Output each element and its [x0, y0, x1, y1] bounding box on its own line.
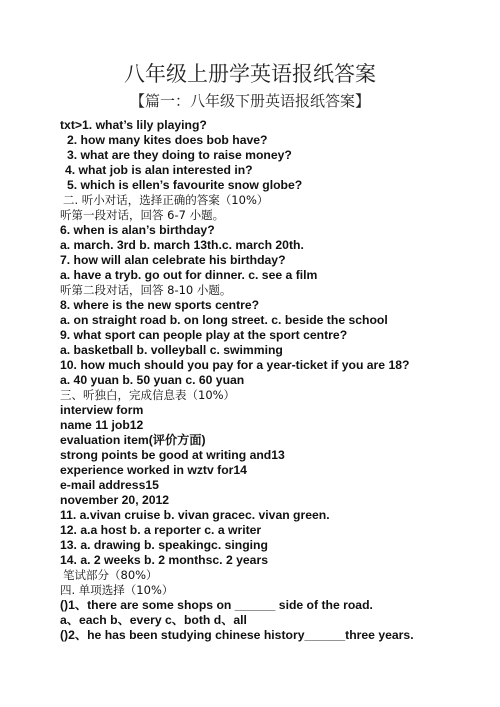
- text-line: name 11 job12: [60, 418, 144, 432]
- section-heading: 笔试部分（80%）: [63, 568, 158, 582]
- document-body: [60, 118, 490, 643]
- text-line: 听第一段对话，回答 6-7 小题。: [60, 208, 225, 222]
- text-line: 9. what sport can people play at the sport centre?: [60, 328, 348, 342]
- text-line: a. have a tryb. go out for dinner. c. see a film: [60, 268, 318, 282]
- text-line: november 20, 2012: [60, 493, 170, 507]
- text-line: 10. how much should you pay for a year-ticket if you are 18?: [60, 358, 410, 372]
- document-title: 八年级上册学英语报纸答案: [124, 62, 376, 86]
- text-line: a. march. 3rd b. march 13th.c. march 20th.: [60, 238, 304, 252]
- text-line: a、each b、every c、both d、all: [60, 613, 247, 627]
- text-line: 14. a. 2 weeks b. 2 monthsc. 2 years: [60, 553, 268, 567]
- text-line: 5. which is ellen’s favourite snow globe?: [67, 178, 303, 192]
- text-line: e-mail address15: [60, 478, 159, 492]
- text-line: a. basketball b. volleyball c. swimming: [60, 343, 283, 357]
- text-line: ()1、there are some shops on ______ side of the road.: [60, 598, 373, 612]
- text-line: 7. how will alan celebrate his birthday?: [60, 253, 286, 267]
- section-heading: 二. 听小对话，选择正确的答案（10%）: [63, 193, 269, 207]
- text-line: 听第二段对话，回答 8-10 小题。: [60, 283, 232, 297]
- text-line: strong points be good at writing and13: [60, 448, 285, 462]
- section-heading: 三、听独白，完成信息表（10%）: [60, 388, 236, 402]
- text-line: 8. where is the new sports centre?: [60, 298, 260, 312]
- text-line: interview form: [60, 403, 144, 417]
- text-line: 13. a. drawing b. speakingc. singing: [60, 538, 268, 552]
- text-line: 11. a.vivan cruise b. vivan gracec. vivan green.: [60, 508, 330, 522]
- text-line: experience worked in wztv for14: [60, 463, 247, 477]
- text-line: a. 40 yuan b. 50 yuan c. 60 yuan: [60, 373, 245, 387]
- text-line: 4. what job is alan interested in?: [65, 163, 253, 177]
- text-line: a. on straight road b. on long street. c. beside the school: [60, 313, 388, 327]
- document-subtitle: 【篇一：八年级下册英语报纸答案】: [129, 94, 370, 110]
- section-heading: 四. 单项选择（10%）: [60, 583, 174, 597]
- text-line: txt>1. what’s lily playing?: [60, 118, 207, 132]
- text-line: 3. what are they doing to raise money?: [67, 148, 292, 162]
- text-line: 12. a.a host b. a reporter c. a writer: [60, 523, 262, 537]
- text-line: evaluation item(评价方面): [60, 433, 206, 447]
- text-line: 2. how many kites does bob have?: [67, 133, 268, 147]
- text-line: ()2、he has been studying chinese history______three years.: [60, 628, 414, 642]
- text-line: 6. when is alan’s birthday?: [60, 223, 215, 237]
